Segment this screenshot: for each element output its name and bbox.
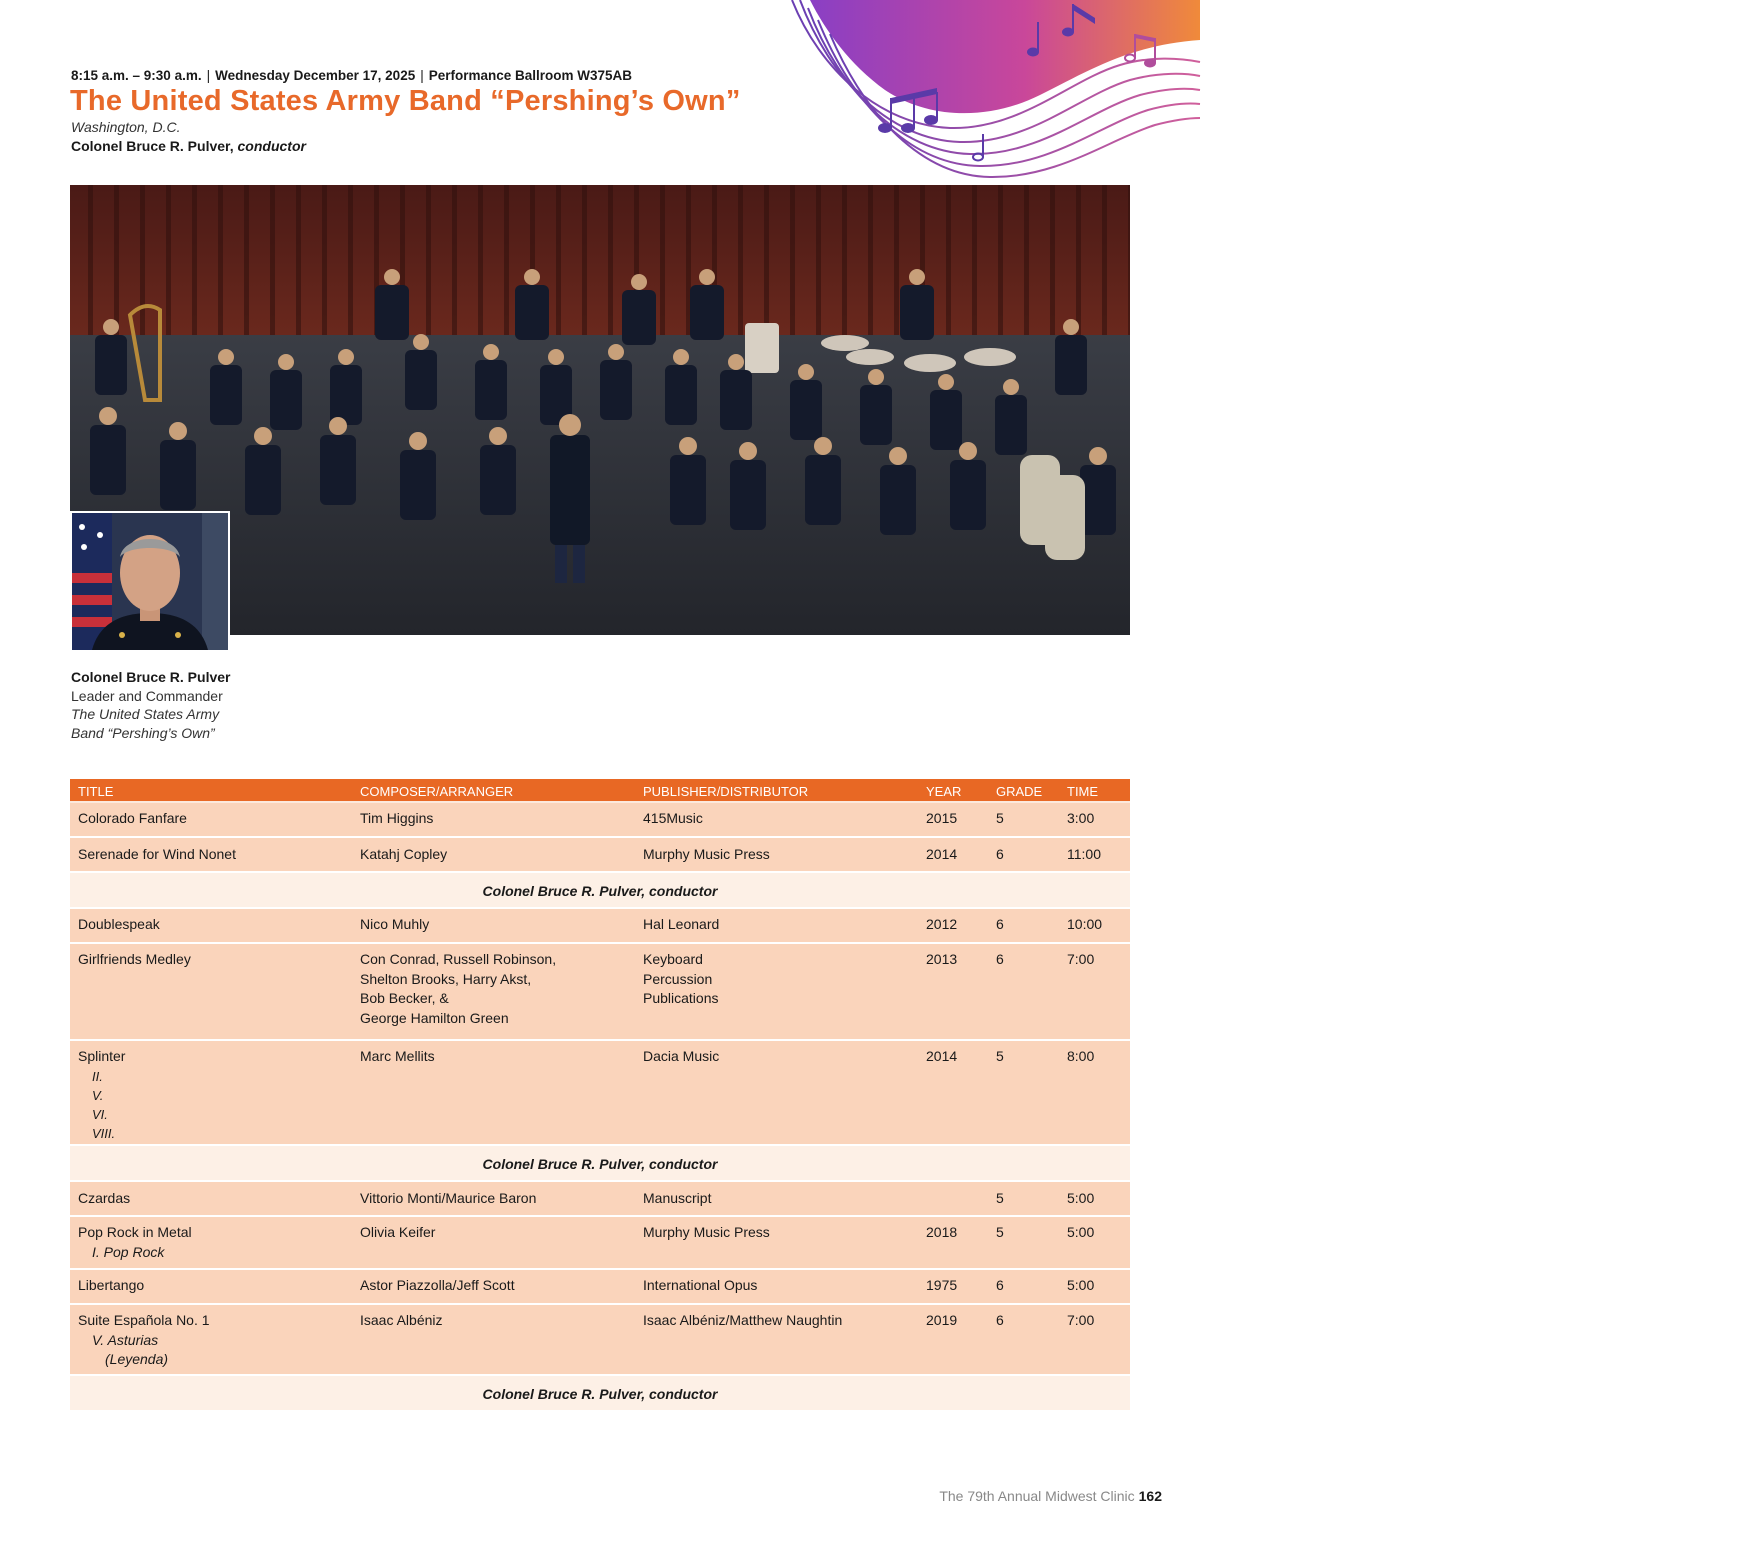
movement: II. (92, 1068, 103, 1084)
table-header (70, 779, 1130, 803)
piece-composer: Olivia Keifer (360, 1224, 436, 1240)
caption-name: Colonel Bruce R. Pulver (71, 669, 231, 685)
piece-time: 7:00 (1067, 1312, 1095, 1328)
caption-org-line2: Band “Pershing’s Own” (71, 724, 215, 741)
piece-title: Libertango (78, 1277, 145, 1293)
badge-date: DEC 17 (1700, 47, 1753, 97)
piece-grade: 5 (996, 1048, 1004, 1064)
piece-title: Girlfriends Medley (78, 951, 191, 967)
column-header-title: TITLE (78, 784, 114, 799)
piece-publisher: Murphy Music Press (643, 846, 770, 862)
piece-title: Pop Rock in Metal (78, 1224, 192, 1240)
piece-composer: Nico Muhly (360, 916, 430, 932)
table-row (70, 1041, 1130, 1146)
movement: VIII. (92, 1125, 116, 1141)
column-header-time: TIME (1067, 784, 1099, 799)
piece-time: 7:00 (1067, 951, 1095, 967)
piece-grade: 6 (996, 846, 1004, 862)
portrait-illustration (72, 513, 228, 650)
movement: VI. (92, 1106, 108, 1122)
session-room: Performance Ballroom W375AB (428, 68, 633, 83)
portrait-caption (71, 668, 230, 742)
session-meta (71, 68, 632, 83)
piece-year: 2019 (926, 1312, 958, 1328)
table-row (70, 944, 1130, 1041)
piece-year: 2012 (926, 916, 958, 932)
piece-grade: 6 (996, 1312, 1004, 1328)
piece-title: Czardas (78, 1190, 131, 1206)
conductor-row: Colonel Bruce R. Pulver, conductor (70, 873, 1130, 909)
program-table (70, 779, 1130, 1412)
conductor-row: Colonel Bruce R. Pulver, conductor (70, 1376, 1130, 1412)
caption-role: Leader and Commander (71, 687, 223, 704)
table-row (70, 1217, 1130, 1270)
piece-time: 10:00 (1067, 916, 1103, 932)
conductor-portrait (70, 511, 230, 652)
publisher-line: Percussion (643, 970, 713, 987)
piece-title: Serenade for Wind Nonet (78, 846, 236, 862)
page-title: The United States Army Band “Pershing’s Own” (70, 85, 741, 117)
piece-title-cell (70, 1223, 352, 1268)
piece-year (918, 1189, 988, 1215)
movement: I. Pop Rock (92, 1243, 165, 1260)
movement: V. Asturias (92, 1331, 159, 1348)
separator: | (420, 68, 424, 83)
movement: V. (92, 1087, 104, 1103)
table-row (70, 803, 1130, 838)
piece-composer: Isaac Albéniz (360, 1312, 443, 1328)
piece-grade: 5 (996, 1190, 1004, 1206)
music-staff-graphic (790, 0, 1200, 180)
conductor-role: conductor (237, 138, 306, 154)
piece-composer: Katahj Copley (360, 846, 448, 862)
piece-title-cell (70, 1047, 352, 1144)
piece-publisher (635, 950, 918, 1039)
piece-title: Colorado Fanfare (78, 810, 187, 826)
piece-time: 11:00 (1067, 846, 1101, 862)
band-location: Washington, D.C. (71, 119, 181, 135)
piece-grade: 5 (996, 1224, 1004, 1240)
piece-title-cell (70, 1311, 352, 1374)
composer-line: Bob Becker, & (360, 990, 449, 1006)
piece-time: 5:00 (1067, 1277, 1095, 1293)
date-badge (790, 0, 1758, 180)
piece-year: 2015 (926, 810, 958, 826)
separator: | (206, 68, 211, 83)
piece-grade: 6 (996, 916, 1004, 932)
table-row (70, 1270, 1130, 1305)
piece-publisher: 415Music (643, 810, 703, 826)
piece-grade: 6 (996, 951, 1004, 967)
page-number: 162 (1138, 1488, 1162, 1504)
caption-org-line1: The United States Army (71, 706, 220, 722)
piece-year: 2014 (926, 846, 958, 862)
session-time: 8:15 a.m. – 9:30 a.m. (71, 68, 202, 83)
conductor-name: Colonel Bruce R. Pulver, (71, 138, 234, 154)
conductor-row: Colonel Bruce R. Pulver, conductor (70, 1146, 1130, 1182)
table-row (70, 909, 1130, 944)
piece-time: 5:00 (1067, 1224, 1095, 1240)
piece-publisher: Manuscript (643, 1190, 712, 1206)
piece-composer (352, 950, 635, 1039)
column-header-publisher: PUBLISHER/DISTRIBUTOR (643, 784, 809, 799)
composer-line: Shelton Brooks, Harry Akst, (360, 970, 532, 987)
piece-year: 2013 (926, 951, 958, 967)
composer-line: George Hamilton Green (360, 1009, 509, 1026)
date-badge-text (1700, 26, 1758, 95)
piece-title: Suite Española No. 1 (78, 1312, 210, 1328)
table-row (70, 1305, 1130, 1376)
piece-year: 1975 (926, 1277, 958, 1293)
table-row (70, 1182, 1130, 1217)
publisher-line: Publications (643, 990, 719, 1006)
footer-event: The 79th Annual Midwest Clinic (939, 1488, 1135, 1504)
session-date: Wednesday December 17, 2025 (215, 68, 416, 83)
composer-line: Con Conrad, Russell Robinson, (360, 951, 557, 967)
piece-grade: 5 (996, 810, 1004, 826)
piece-title: Splinter (78, 1048, 126, 1064)
piece-time: 3:00 (1067, 810, 1095, 826)
piece-composer: Tim Higgins (360, 810, 434, 826)
piece-time: 5:00 (1067, 1190, 1095, 1206)
movement: (Leyenda) (105, 1351, 169, 1367)
piece-time: 8:00 (1067, 1048, 1095, 1064)
piece-grade: 6 (996, 1277, 1004, 1293)
piece-composer: Marc Mellits (360, 1048, 435, 1064)
band-conductor (71, 138, 306, 154)
piece-year: 2014 (926, 1048, 958, 1064)
piece-year: 2018 (926, 1224, 958, 1240)
piece-composer: Astor Piazzolla/Jeff Scott (360, 1277, 515, 1293)
column-header-year: YEAR (926, 784, 962, 799)
piece-publisher: Hal Leonard (643, 916, 720, 932)
piece-publisher: Dacia Music (643, 1048, 720, 1064)
page-footer (939, 1488, 1162, 1504)
piece-composer: Vittorio Monti/Maurice Baron (360, 1190, 537, 1206)
table-row (70, 838, 1130, 873)
publisher-line: Keyboard (643, 951, 703, 967)
badge-day: WED (1700, 24, 1758, 51)
piece-publisher: Isaac Albéniz/Matthew Naughtin (643, 1312, 843, 1328)
piece-publisher: Murphy Music Press (643, 1224, 770, 1240)
column-header-grade: GRADE (996, 784, 1043, 799)
column-header-composer: COMPOSER/ARRANGER (360, 784, 514, 799)
piece-title: Doublespeak (78, 916, 160, 932)
piece-publisher: International Opus (643, 1277, 758, 1293)
